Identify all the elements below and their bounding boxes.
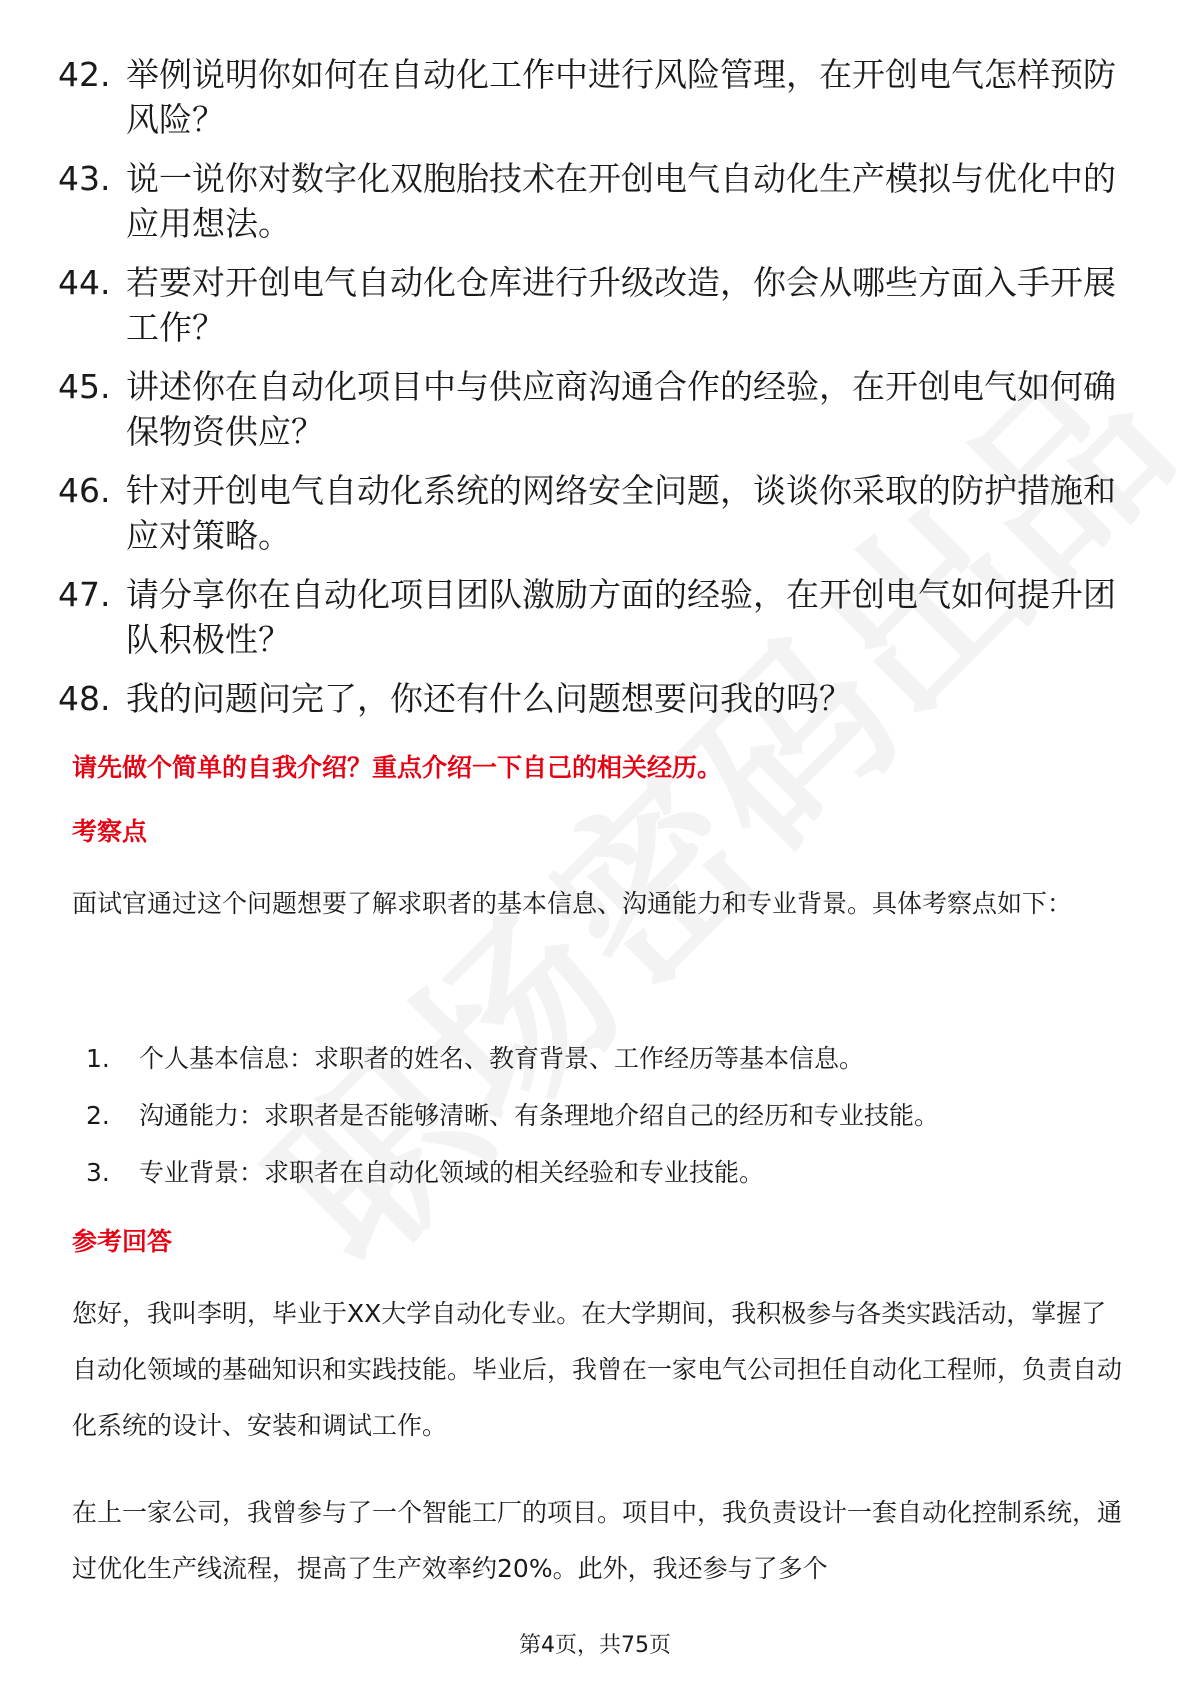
list-text: 个人基本信息：求职者的姓名、教育背景、工作经历等基本信息。 xyxy=(139,1044,865,1073)
answer-paragraph: 您好，我叫李明，毕业于XX大学自动化专业。在大学期间，我积极参与各类实践活动，掌握了自动化领域的基础知识和实践技能。毕业后，我曾在一家电气公司担任自动化工程师，负责自动化系统的设计、安装和调试工作。 xyxy=(72,1299,1123,1440)
list-number: 2. xyxy=(86,1101,110,1130)
question-item xyxy=(58,364,1128,454)
page-number: 第4页，共75页 xyxy=(519,1633,671,1658)
question-item xyxy=(58,572,1128,662)
list-item xyxy=(72,1030,1122,1087)
list-text: 专业背景：求职者在自动化领域的相关经验和专业技能。 xyxy=(139,1158,765,1187)
assessment-points xyxy=(72,1030,1122,1201)
question-text: 请分享你在自动化项目团队激励方面的经验，在开创电气如何提升团队积极性？ xyxy=(126,575,1116,659)
list-item xyxy=(72,1144,1122,1201)
question-number: 45. xyxy=(58,367,111,406)
question-text: 举例说明你如何在自动化工作中进行风险管理，在开创电气怎样预防风险？ xyxy=(126,55,1116,139)
question-item xyxy=(58,156,1128,246)
question-item xyxy=(58,260,1128,350)
question-number: 43. xyxy=(58,159,111,198)
question-text: 讲述你在自动化项目中与供应商沟通合作的经验，在开创电气如何确保物资供应？ xyxy=(126,367,1116,451)
question-number: 44. xyxy=(58,263,111,302)
question-item xyxy=(58,468,1128,558)
question-text: 针对开创电气自动化系统的网络安全问题，谈谈你采取的防护措施和应对策略。 xyxy=(126,471,1116,555)
list-text: 沟通能力：求职者是否能够清晰、有条理地介绍自己的经历和专业技能。 xyxy=(139,1101,940,1130)
question-item xyxy=(58,676,1128,721)
question-text: 说一说你对数字化双胞胎技术在开创电气自动化生产模拟与优化中的应用想法。 xyxy=(126,159,1116,243)
question-item xyxy=(58,52,1128,142)
section-heading-assessment: 考察点 xyxy=(72,817,148,846)
list-number: 3. xyxy=(86,1158,110,1187)
question-number: 48. xyxy=(58,679,111,718)
question-number: 47. xyxy=(58,575,111,614)
list-item xyxy=(72,1087,1122,1144)
question-text: 若要对开创电气自动化仓库进行升级改造，你会从哪些方面入手开展工作？ xyxy=(126,263,1116,347)
highlighted-question: 请先做个简单的自我介绍？重点介绍一下自己的相关经历。 xyxy=(72,753,723,782)
list-number: 1. xyxy=(86,1044,110,1073)
assessment-intro: 面试官通过这个问题想要了解求职者的基本信息、沟通能力和专业背景。具体考察点如下： xyxy=(72,889,1073,918)
question-number: 42. xyxy=(58,55,111,94)
question-number: 46. xyxy=(58,471,111,510)
answer-paragraph: 在上一家公司，我曾参与了一个智能工厂的项目。项目中，我负责设计一套自动化控制系统，通过优化生产线流程，提高了生产效率约20%。此外，我还参与了多个 xyxy=(72,1498,1123,1583)
question-list xyxy=(58,52,1128,735)
section-heading-reference-answer: 参考回答 xyxy=(72,1227,173,1256)
question-text: 我的问题问完了，你还有什么问题想要问我的吗？ xyxy=(126,679,852,718)
